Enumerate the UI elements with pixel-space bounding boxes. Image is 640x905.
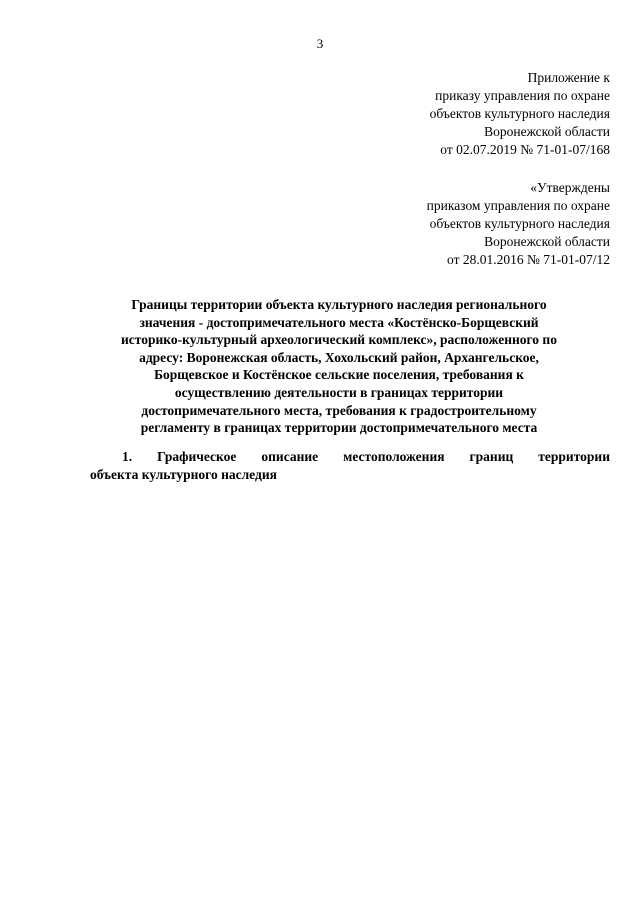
section-1-heading — [90, 448, 610, 484]
section-word: описание — [261, 449, 319, 464]
annex-line: приказу управления по охране — [435, 88, 610, 103]
title-line: регламенту в границах территории достопримечательного места — [140, 420, 538, 436]
annex-line: объектов культурного наследия — [429, 106, 610, 121]
document-title — [96, 296, 582, 437]
title-line: адресу: Воронежская область, Хохольский район, Архангельское, — [139, 349, 539, 365]
section-word: границ — [469, 449, 514, 464]
section-word: Графическое — [157, 449, 237, 464]
annex-line: Приложение к — [527, 70, 610, 85]
title-line: историко-культурный археологический комплекс», расположенного по — [121, 332, 557, 348]
title-line: Границы территории объекта культурного наследия регионального — [131, 297, 547, 312]
title-line: осуществлению деятельности в границах территории — [174, 384, 504, 400]
section-heading-first-line — [90, 448, 610, 466]
approval-line: «Утверждены — [530, 180, 610, 195]
approval-line: Воронежской области — [484, 234, 610, 249]
title-line: Борщевское и Костёнское сельские поселения, требования к — [154, 367, 524, 383]
section-heading-second-line: объекта культурного наследия — [90, 467, 277, 482]
approval-line: объектов культурного наследия — [429, 216, 610, 231]
section-word: местоположения — [343, 449, 445, 464]
approval-line: от 28.01.2016 № 71-01-07/12 — [447, 252, 610, 267]
title-line: достопримечательного места, требования к градостроительному — [141, 402, 537, 418]
annex-line: от 02.07.2019 № 71-01-07/168 — [440, 142, 610, 157]
approval-line: приказом управления по охране — [426, 198, 610, 213]
annex-line: Воронежской области — [484, 124, 610, 139]
annex-header — [430, 69, 610, 159]
section-number: 1. — [122, 449, 133, 464]
section-word: территории — [538, 449, 610, 464]
page-number: 3 — [316, 36, 324, 51]
title-line: значения - достопримечательного места «Костёнско-Борщевский — [139, 314, 539, 330]
approval-header — [427, 179, 610, 269]
